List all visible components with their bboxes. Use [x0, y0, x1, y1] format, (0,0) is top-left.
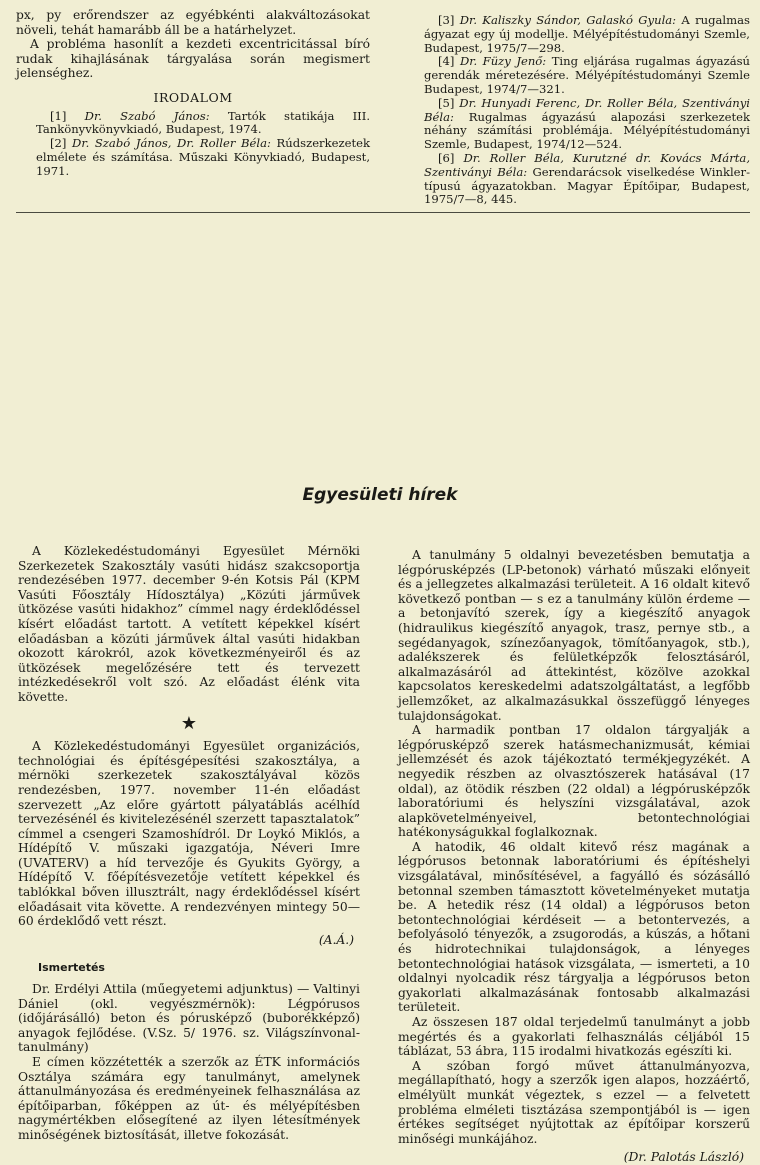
subheading: Ismertetés — [38, 961, 105, 975]
section-headline: Egyesületi hírek — [302, 485, 458, 505]
paragraph: A harmadik pontban 17 oldalon tárgyalják a légpórusképző szerek hatásmechanizmusát, kémiai jellemzését és azok tájékoztató termékjegyzékét. A negyedik részben az olvasztószerek hatásával (17 oldal), az ötödik részben (22 oldal) a légpórusképzők laboratóriumi és helyszíni vizsgálatával, azok alapkövetelményeivel, betontechnológiai hatékonyságukkal foglalkoznak. — [398, 723, 750, 840]
signature: (A.Á.) — [318, 932, 354, 947]
paragraph: px, py erőrendszer az egyébkénti alakváltozásokat növeli, tehát hamarább áll be a határhelyzet. — [16, 8, 370, 37]
paragraph: A Közlekedéstudományi Egyesület Mérnöki Szerkezetek Szakosztály vasúti hidász szakcsoportja rendezésében 1977. december 9-én Kotsis Pál (KPM Vasúti Főosztály Hídosztálya) „Közúti járművek ütközése vasúti hidakhoz” címmel nagy érdeklődéssel kísért előadást tartott. A vetített képekkel kísért előadásban a közúti járművek által vasúti hidakban okozott károkról, azok következményeiről és az ütközések megelőzésére tett és tervezett intézkedésekről volt szó. Az előadást élénk vita követte. — [18, 544, 360, 704]
reference-item: [4] Dr. Füzy Jenő: Ting eljárása rugalmas ágyazású gerendák méretezésére. Mélyépítéstudományi Szemle Budapest, 1974/7—321. — [424, 54, 751, 96]
star-separator: ★ — [180, 712, 198, 734]
top-left-column — [16, 8, 370, 179]
references-heading: IRODALOM — [153, 89, 233, 105]
reference-item: [5] Dr. Hunyadi Ferenc, Dr. Roller Béla, Szentiványi Béla: Rugalmas ágyazású alapozási szerkezetek néhány számítási problémája. Mélyépítéstudományi Szemle, Budapest, 1974/12—524. — [424, 95, 751, 152]
paragraph: Dr. Erdélyi Attila (műegyetemi adjunktus) — Valtinyi Dániel (okl. vegyészmérnök): Légpórusos (időjárásálló) beton és pórusképző (buborékképző) anyagok fejlődése. (V.Sz. 5/ 1976. sz. Világszínvonal-tanulmány) — [18, 982, 360, 1055]
paragraph: E címen közzétették a szerzők az ÉTK információs Osztálya számára egy tanulmányt, amelynek áttanulmányozása és eredményeinek felhasználása az építőiparban, főképpen az út- és mélyépítésben nagymértékben elősegítené az ilyen létesítmények minőségének biztosítását, illetve fokozását. — [18, 1055, 360, 1142]
paragraph: A probléma hasonlít a kezdeti excentricitással bíró rudak kihajlásának tárgyalása során megismert jelenséghez. — [16, 37, 370, 81]
paragraph: A szóban forgó művet áttanulmányozva, megállapítható, hogy a szerzők igen alapos, hozzáértő, elmélyült munkát végeztek, s ezzel — a felvetett probléma elméleti tisztázása szempontjából is — igen értékes segítséget nyújtottak az építőipar korszerű minőségi munkájához. — [398, 1058, 750, 1146]
paragraph: Az összesen 187 oldal terjedelmű tanulmányt a jobb megértés és a gyakorlati felhasználás céljából 15 táblázat, 53 ábra, 115 irodalmi hivatkozás egészíti ki. — [398, 1015, 750, 1059]
reference-item: [3] Dr. Kaliszky Sándor, Galaskó Gyula: A rugalmas ágyazat egy új modellje. Mélyépítéstudományi Szemle, Budapest, 1975/7—298. — [424, 13, 750, 55]
reference-item: [2] Dr. Szabó János, Dr. Roller Béla: Rúdszerkezetek elmélete és számítása. Műszaki Könyvkiadó, Budapest, 1971. — [36, 136, 370, 178]
top-right-column — [404, 14, 750, 207]
paragraph: A tanulmány 5 oldalnyi bevezetésben bemutatja a légpórusképzés (LP-betonok) várható műszaki előnyeit és a jellegzetes alkalmazási területeit. A 16 oldalt kitevő következő pontban — s ez a tanulmány külön érdeme — a betonjavító szerek, így a kiegészítő anyagok (hidraulikus kiegészítő anyagok, trasz, pernye stb., a segédanyagok, színezőanyagok, tömítőanyagok, stb.), adalékszerek és felületképzők felosztásáról, alkalmazásáról ad áttekintést, közölve azokkal kapcsolatos kereskedelmi adatszolgáltatást, a legfőbb jellemzőket, az alkalmazásukkal összefüggő lényeges tulajdonságokat. — [398, 548, 750, 723]
paragraph: A Közlekedéstudományi Egyesület organizációs, technológiai és építésgépesítési szakosztálya, a mérnöki szerkezetek szakosztályával közös rendezésben, 1977. november 11-én előadást szervezett „Az előre gyártott pályatáblás acélhíd tervezésénél és kivitelezésénél szerzett tapasztalatok” címmel a csengeri Szamoshídról. Dr Loykó Miklós, a Hídépítő V. műszaki igazgatója, Néveri Imre (UVATERV) a híd tervezője és Gyukits György, a Hídépítő V. főépítésvezetője vetített képekkel és tablókkal bőven illusztrált, nagy érdeklődéssel kísért előadásait vita követte. A rendezvényen mintegy 50—60 érdeklődő vett részt. — [18, 739, 360, 929]
signature: (Dr. Palotás László) — [623, 1150, 744, 1165]
section-divider — [16, 212, 750, 213]
bottom-left-column — [18, 544, 360, 1143]
reference-list — [16, 110, 370, 179]
reference-item: [1] Dr. Szabó János: Tartók statikája III. Tankönyvkönyvkiadó, Budapest, 1974. — [36, 108, 371, 137]
paragraph: A hatodik, 46 oldalt kitevő rész magának a légpórusos betonnak laboratóriumi és építéshelyi vizsgálatával, minősítésével, a fagyálló és sózásálló betonnal szemben támasztott követelményeket mutatja be. A hetedik rész (14 oldal) a légpórusos beton betontechnológiai kérdéseit — a betontervezés, a befolyásoló tényezők, a zsugorodás, a kúszás, a hőtani és hidrotechnikai tulajdonságok, a lényeges betontechnológiai hatások vizsgálata, — ismerteti, a 10 oldalnyi nyolcadik rész tárgyalja a légpórusos beton gyakorlati alkalmazásának fontosabb alkalmazási területeit. — [398, 839, 750, 1015]
reference-item: [6] Dr. Roller Béla, Kurutzné dr. Kovács Márta, Szentiványi Béla: Gerendarácsok viselkedése Winkler-típusú ágyazatokban. Magyar Építőipar, Budapest, 1975/7—8, 445. — [424, 150, 751, 207]
bottom-right-column — [398, 548, 750, 1165]
